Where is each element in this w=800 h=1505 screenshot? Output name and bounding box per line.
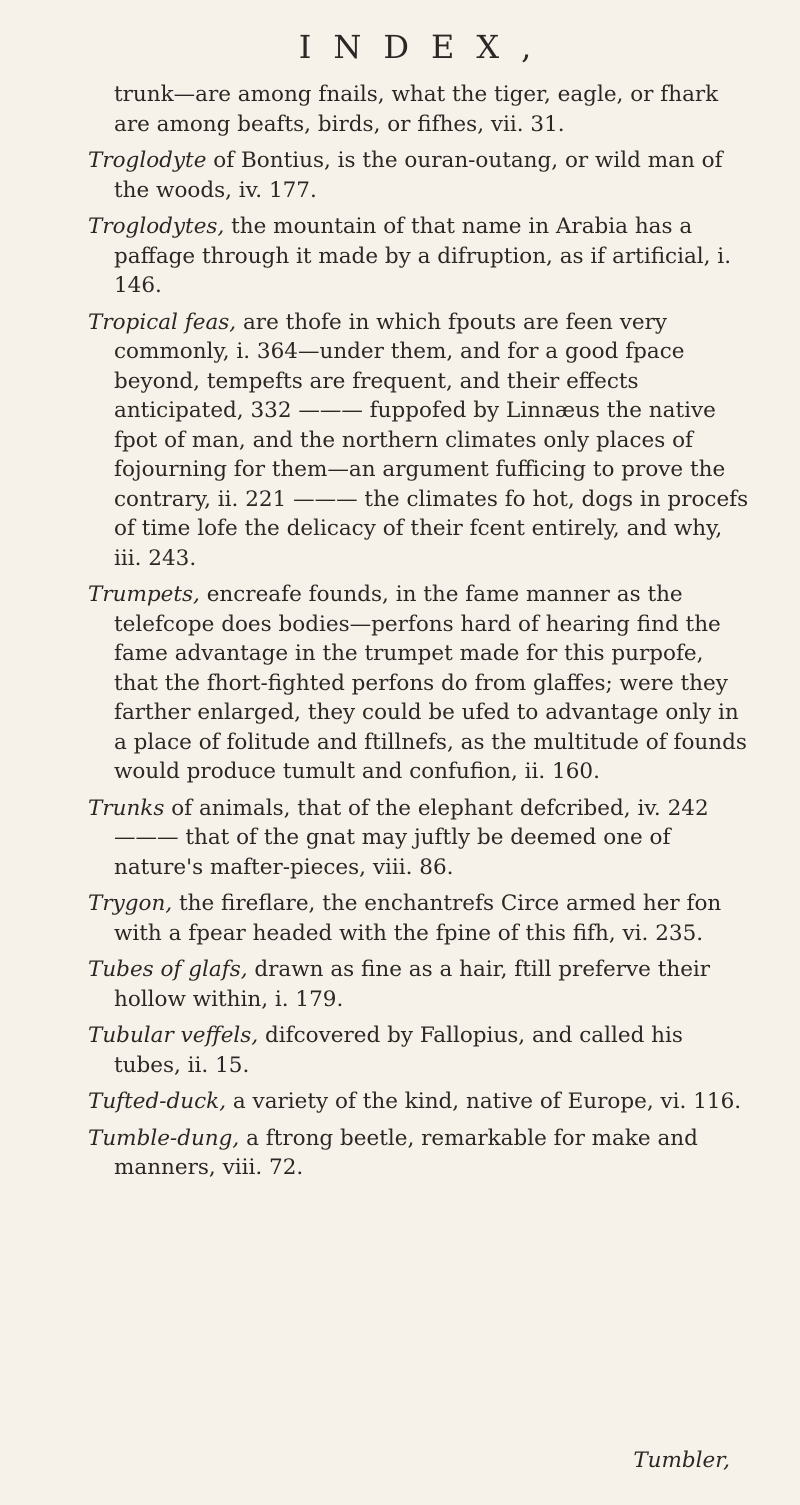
- entry-headword: Tropical feas,: [88, 309, 237, 335]
- entry-headword: Tubes of glafs,: [88, 957, 248, 982]
- index-entry: [88, 889, 754, 948]
- entry-headword: Trunks: [88, 795, 165, 821]
- entry-text: drawn as fine as a hair, ftill preferve their hollow within, i. 179.: [114, 957, 711, 1012]
- index-entry: [88, 1021, 754, 1080]
- index-entry: [88, 794, 754, 883]
- entry-text: are thofe in which fpouts are feen very commonly, i. 364—under them, and for a good fpace beyond, tempefts are frequent, and their effects anticipated, 332 ——— fuppofed by Linnæus the native fpot of man, and the northern climates only places of fojourning for them—an argument fufficing to prove the contrary, ii. 221 ——— the climates fo hot, dogs in procefs of time lofe the delicacy of their fcent entirely, and why, iii. 243.: [114, 309, 749, 571]
- index-entries: [88, 80, 754, 1183]
- entry-text: the mountain of that name in Arabia has a paffage through it made by a difruption, as if artificial, i. 146.: [114, 214, 732, 298]
- index-entry: [88, 580, 754, 787]
- catchword: Tumbler,: [633, 1448, 730, 1473]
- index-entry: [88, 955, 754, 1014]
- entry-text: a ftrong beetle, remarkable for make and manners, viii. 72.: [114, 1125, 698, 1180]
- index-entry: [88, 1124, 754, 1183]
- running-head: INDEX,: [298, 28, 554, 66]
- entry-headword: Troglodytes,: [88, 214, 225, 239]
- entry-text: difcovered by Fallopius, and called his tubes, ii. 15.: [114, 1023, 683, 1078]
- entry-text: of Bontius, is the ouran-outang, or wild man of the woods, iv. 177.: [114, 148, 723, 203]
- entry-headword: Trygon,: [88, 891, 173, 916]
- entry-text: a variety of the kind, native of Europe, vi. 116.: [226, 1089, 742, 1114]
- entry-headword: Trumpets,: [88, 582, 200, 607]
- entry-text: the fireflare, the enchantrefs Circe armed her fon with a fpear headed with the fpine of this fifh, vi. 235.: [114, 891, 722, 946]
- index-entry: [88, 146, 754, 205]
- index-entry: [88, 212, 754, 301]
- entry-headword: Tufted-duck,: [88, 1089, 227, 1114]
- entry-text: encreafe founds, in the fame manner as the telefcope does bodies—perfons hard of hearing find the fame advantage in the trumpet made for this purpofe, that the fhort-fighted perfons do from glaffes; were they farther enlarged, they could be ufed to advantage only in a place of folitude and ftillnefs, as the multitude of founds would produce tumult and confufion, ii. 160.: [114, 582, 747, 784]
- entry-text: trunk—are among fnails, what the tiger, eagle, or fhark are among beafts, birds, or fifhes, vii. 31.: [114, 82, 719, 137]
- index-entry: [88, 80, 754, 139]
- index-entry: [88, 308, 754, 574]
- entry-headword: Troglodyte: [88, 148, 207, 173]
- index-entry: [88, 1087, 754, 1117]
- entry-headword: Tubular veffels,: [88, 1023, 259, 1048]
- entry-headword: Tumble-dung,: [88, 1125, 240, 1151]
- entry-text: of animals, that of the elephant defcribed, iv. 242 ——— that of the gnat may juftly be deemed one of nature's mafter-pieces, viii. 86.: [114, 795, 709, 880]
